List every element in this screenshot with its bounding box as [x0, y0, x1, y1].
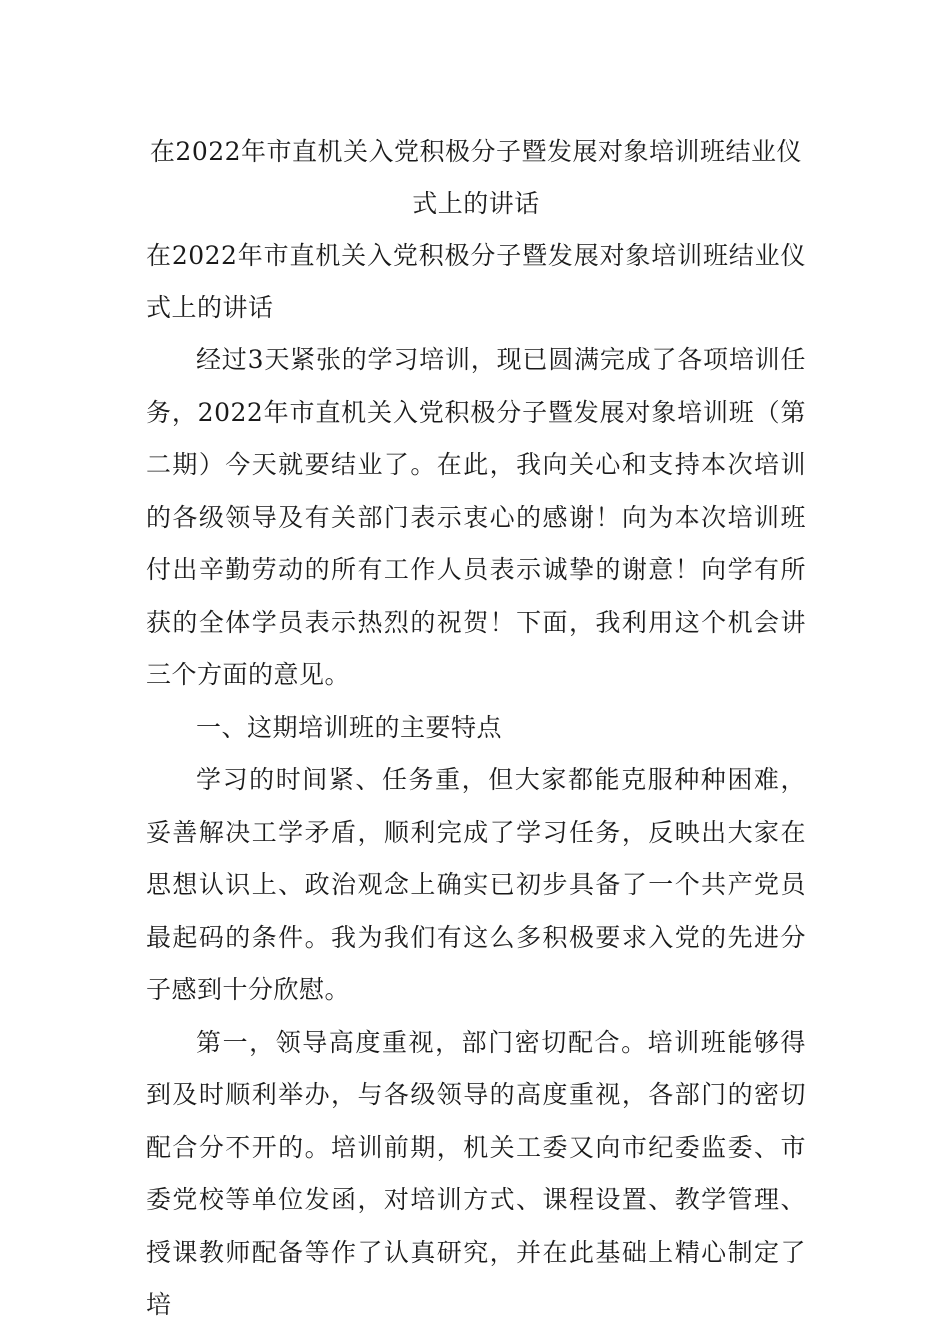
document-title: 在2022年市直机关入党积极分子暨发展对象培训班结业仪式上的讲话: [149, 137, 803, 218]
paragraph-section-intro: 学习的时间紧、任务重，但大家都能克服种种困难，妥善解决工学矛盾，顺利完成了学习任务，反映出大家在思想认识上、政治观念上确实已初步具备了一个共产党员最起码的条件。我为我们有这么多积极要求入党的先进分子感到十分欣慰。: [146, 765, 806, 1004]
paragraph-opening: 经过3天紧张的学习培训，现已圆满完成了各项培训任务，2022年市直机关入党积极分子暨发展对象培训班（第二期）今天就要结业了。在此，我向关心和支持本次培训的各级领导及有关部门表示衷心的感谢！向为本次培训班付出辛勤劳动的所有工作人员表示诚挚的谢意！向学有所获的全体学员表示热烈的祝贺！下面，我利用这个机会讲三个方面的意见。: [146, 345, 806, 689]
paragraph-point-one: 第一，领导高度重视，部门密切配合。培训班能够得到及时顺利举办，与各级领导的高度重视，各部门的密切配合分不开的。培训前期，机关工委又向市纪委监委、市委党校等单位发函，对培训方式、课程设置、教学管理、授课教师配备等作了认真研究，并在此基础上精心制定了培: [146, 1027, 806, 1319]
section-heading: 一、这期培训班的主要特点: [196, 712, 503, 742]
document-subtitle: 在2022年市直机关入党积极分子暨发展对象培训班结业仪式上的讲话: [146, 241, 806, 322]
document-page: [146, 126, 806, 1332]
